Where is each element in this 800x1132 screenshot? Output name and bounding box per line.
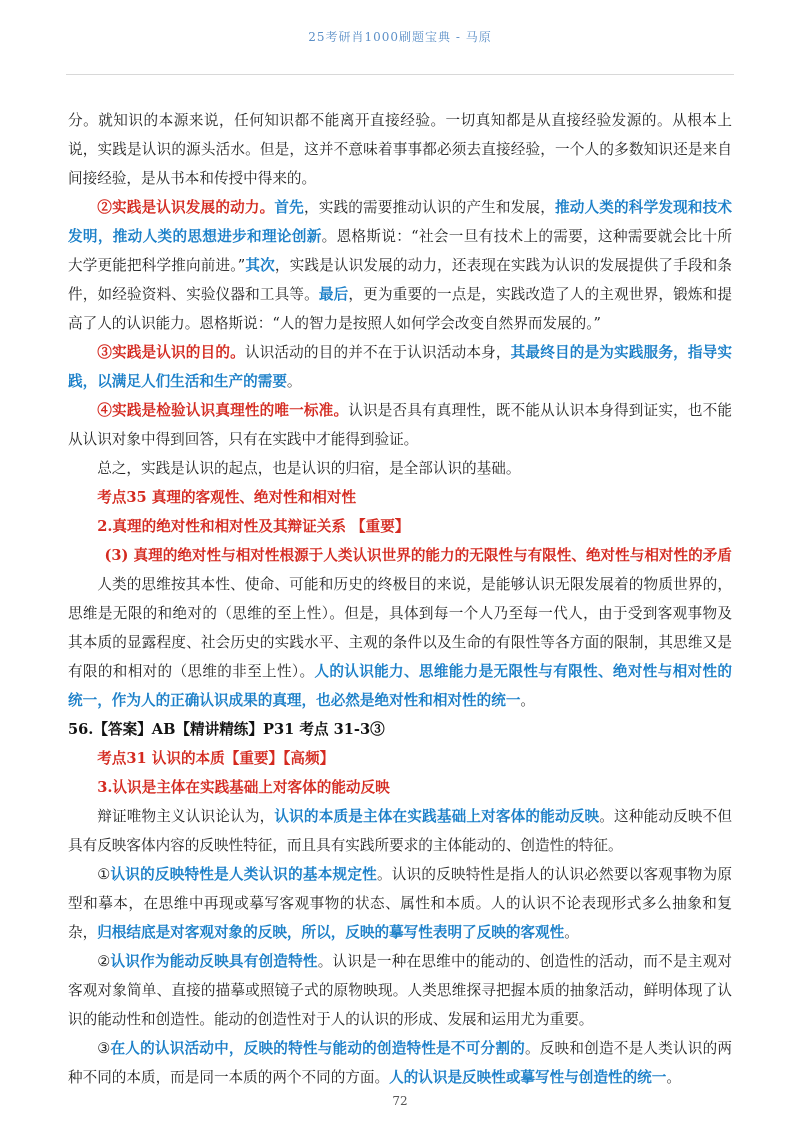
text-run: ，实践的需要推动认识的产生和发展， [303,199,555,216]
text-run: 认识作为能动反映具有创造特性 [110,953,318,970]
running-header: 25考研肖1000刷题宝典 - 马原 [308,30,492,44]
text-run: ① [97,866,111,883]
paragraph-reflective-nature [68,860,732,947]
text-run: 。认识的反映特性是指人的认识必然要以客观事物为原型和摹本，在思维中再现或摹写客观事物的状态、属性和本质。人的认识不论表现形式多么抽象和复杂， [68,866,732,941]
text-run: ③实践是认识的目的。 [97,344,245,361]
text-run: 认识的本质是主体在实践基础上对客体的能动反映 [274,808,600,825]
text-run: 首先 [274,199,304,216]
text-run: 在人的认识活动中，反映的特性与能动的创造特性是不可分割的 [110,1040,525,1057]
text-run: ②实践是认识发展的动力。 [97,199,275,216]
page-number: 72 [392,1094,408,1108]
answer-line-56: 56.【答案】AB【精讲精练】P31 考点 31-3③ [68,721,385,738]
text-run: 其最终目的是为实践服务，指导实践，以满足人们生活和生产的需要 [68,344,732,390]
text-run: 。 [666,1069,681,1086]
paragraph-unity [68,1034,732,1092]
text-run: 认识的反映特性是人类认识的基本规定性 [110,866,377,883]
section-heading-31: 考点31 认识的本质【重要】【高频】 [97,750,335,767]
point-heading-3: (3) 真理的绝对性与相对性根源于人类认识世界的能力的无限性与有限性、绝对性与相对性的矛盾 [104,547,732,564]
text-run: 其次 [245,257,275,274]
paragraph-knowledge-source: 分。就知识的本源来说，任何知识都不能离开直接经验。一切真知都是从直接经验发源的。从根本上说，实践是认识的源头活水。但是，这并不意味着事事都必须去直接经验，一个人的多数知识还是来自间接经验，是从书本和传授中得来的。 [68,112,732,187]
text-run: 。反映和创造不是人类认识的两种不同的本质，而是同一本质的两个不同的方面。 [68,1040,732,1086]
subsection-heading-truth: 2.真理的绝对性和相对性及其辩证关系 【重要】 [97,518,410,535]
text-run: ，实践是认识发展的动力，还表现在实践为认识的发展提供了手段和条件，如经验资料、实验仪器和工具等。 [68,257,732,303]
text-run: 。认识是一种在思维中的能动的、创造性的活动，而不是主观对客观对象简单、直接的描摹或照镜子式的原物映现。人类思维探寻把握本质的抽象活动，鲜明体现了认识的能动性和创造性。能动的创造性对于人的认识的形成、发展和运用尤为重要。 [68,953,732,1028]
paragraph-practice-motive [68,193,732,338]
paragraph-summary: 总之，实践是认识的起点，也是认识的归宿，是全部认识的基础。 [97,460,521,477]
subsection-heading-cognition: 3.认识是主体在实践基础上对客体的能动反映 [97,779,390,796]
text-run: 。 [520,692,536,709]
section-heading-35: 考点35 真理的客观性、绝对性和相对性 [97,489,357,506]
paragraph-practice-criterion [68,396,732,454]
text-run: 。 [286,373,302,390]
text-run: 人的认识是反映性或摹写性与创造性的统一 [389,1069,667,1086]
text-run: 人的认识能力、思维能力是无限性与有限性、绝对性与相对性的统一，作为人的正确认识成果的真理，也必然是绝对性和相对性的统一 [68,663,732,709]
text-run: ② [97,953,111,970]
text-run: 辩证唯物主义认识论认为， [97,808,275,825]
text-run: ③ [97,1040,111,1057]
paragraph-human-thinking [68,570,732,715]
page-body [68,106,732,1092]
text-run: ④实践是检验认识真理性的唯一标准。 [97,402,349,419]
text-run: 。恩格斯说：“社会一旦有技术上的需要，这种需要就会比十所大学更能把科学推向前进。” [68,228,732,274]
paragraph-cognition-essence [68,802,732,860]
text-run: ，更为重要的一点是，实践改造了人的主观世界，锻炼和提高了人的认识能力。恩格斯说：“人的智力是按照人如何学会改变自然界而发展的。” [68,286,732,332]
text-run: 认识是否具有真理性，既不能从认识本身得到证实，也不能从认识对象中得到回答，只有在实践中才能得到验证。 [68,402,732,448]
text-run: 归根结底是对客观对象的反映，所以，反映的摹写性表明了反映的客观性 [97,924,565,941]
header-divider [66,74,734,75]
text-run: 推动人类的科学发现和技术发明，推动人类的思想进步和理论创新 [68,199,732,245]
text-run: 最后 [318,286,349,303]
text-run: 人类的思维按其本性、使命、可能和历史的终极目的来说，是能够认识无限发展着的物质世界的，思维是无限的和绝对的（思维的至上性）。但是，具体到每一个人乃至每一代人，由于受到客观事物及其本质的显露程度、社会历史的实践水平、主观的条件以及生命的有限性等各方面的限制，其思维又是有限的和相对的（思维的非至上性）。 [68,576,732,680]
text-run: 。这种能动反映不但具有反映客体内容的反映性特征，而且具有实践所要求的主体能动的、创造性的特征。 [68,808,732,854]
text-run: 。 [564,924,579,941]
paragraph-practice-purpose [68,338,732,396]
paragraph-creative-nature [68,947,732,1034]
text-run: 认识活动的目的并不在于认识活动本身， [244,344,511,361]
